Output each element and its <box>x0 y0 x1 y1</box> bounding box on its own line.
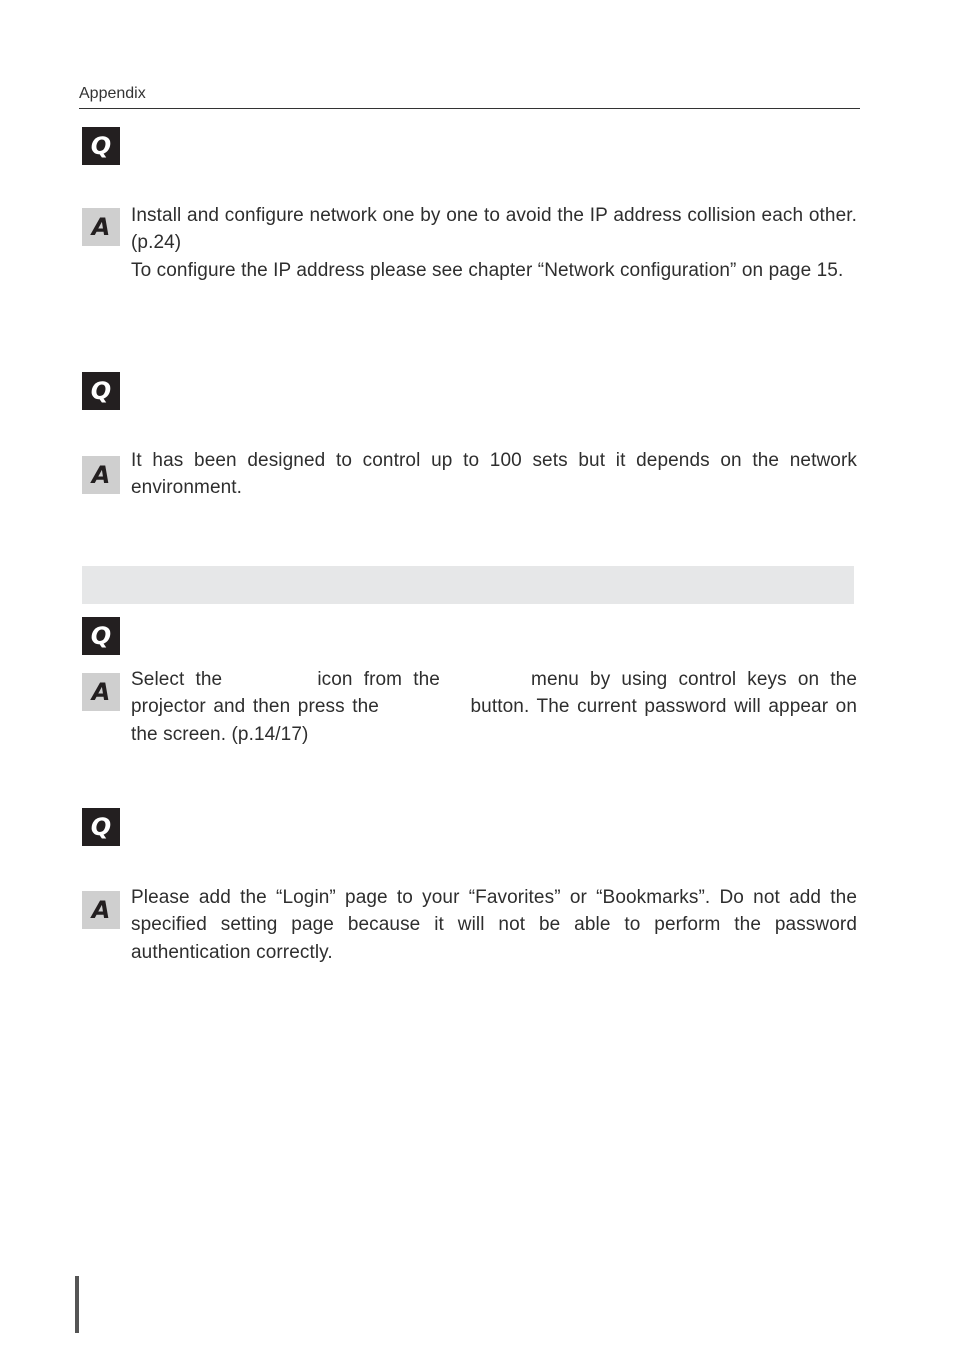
question-badge: Q <box>82 808 120 846</box>
answer-fragment: Select the <box>131 669 223 690</box>
answer-fragment: button. The current password will appear on the screen. (p.14/17) <box>131 696 857 745</box>
question-badge: Q <box>82 127 120 165</box>
running-header <box>79 84 860 109</box>
answer-paragraph: To configure the IP address please see chapter “Network configuration” on page 15. <box>131 259 844 281</box>
answer-text <box>131 666 857 748</box>
answer-text <box>131 447 857 502</box>
answer-text <box>131 202 857 284</box>
question-badge: Q <box>82 372 120 410</box>
answer-paragraph: It has been designed to control up to 100 sets but it depends on the network environment. <box>131 450 857 499</box>
answer-badge: A <box>82 456 120 494</box>
answer-badge: A <box>82 208 120 246</box>
question-badge: Q <box>82 617 120 655</box>
answer-badge: A <box>82 891 120 929</box>
section-title: Appendix <box>79 85 146 102</box>
answer-paragraph: Please add the “Login” page to your “Favorites” or “Bookmarks”. Do not add the specified setting page because it will not be able to perform the password authentication correctly. <box>131 887 857 963</box>
answer-paragraph <box>131 666 857 748</box>
answer-text <box>131 884 857 966</box>
answer-fragment: icon from the <box>317 669 440 690</box>
answer-fragment: menu by using control keys on the projector and then press the <box>131 669 857 718</box>
section-band <box>82 566 854 604</box>
answer-paragraph: Install and configure network one by one to avoid the IP address collision each other. (p.24) <box>131 205 857 254</box>
margin-bar <box>75 1276 79 1333</box>
answer-badge: A <box>82 673 120 711</box>
